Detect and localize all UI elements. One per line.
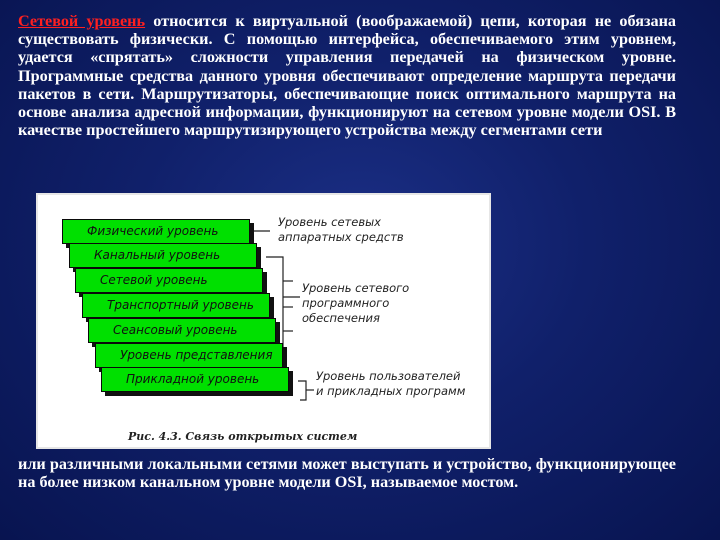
level-physical: Физический уровень [62,219,250,244]
closing-paragraph: или различными локальными сетями может выступать и устройство, функционирующее на более низком канальном уровне модели OSI, называемое мостом. [18,455,676,492]
level-presentation: Уровень представления [95,343,283,368]
group-network-software: Уровень сетевого программного обеспечения [302,281,410,325]
group-user-apps: Уровень пользователей и прикладных программ [316,369,466,398]
intro-text: относится к виртуальной (воображаемой) цепи, которая не обязана существовать физически. С помощью интерфейса, обеспечиваемого этим уровнем, удается «спрятать» сложности управления передачей на физическом уровне. Программные средства данного уровня обеспечивают определение маршрута передачи пакетов в сети. Маршрутизаторы, обеспечивающие поиск оптимального маршрута на основе анализа адресной информации, функционируют на сетевом уровне модели OSI. В качестве простейшего маршрутизирующего устройства между сегментами сети [18,12,676,140]
group-hardware: Уровень сетевых аппаратных средств [278,215,404,244]
figure-caption: Рис. 4.3. Связь открытых систем [128,430,358,443]
intro-paragraph [18,12,676,139]
level-network: Сетевой уровень [75,268,263,293]
level-application: Прикладной уровень [101,367,289,392]
level-datalink: Канальный уровень [69,243,257,268]
level-session: Сеансовый уровень [88,318,276,343]
network-layer-term[interactable]: Сетевой уровень [18,12,146,30]
osi-figure [36,193,491,449]
level-transport: Транспортный уровень [82,293,270,318]
